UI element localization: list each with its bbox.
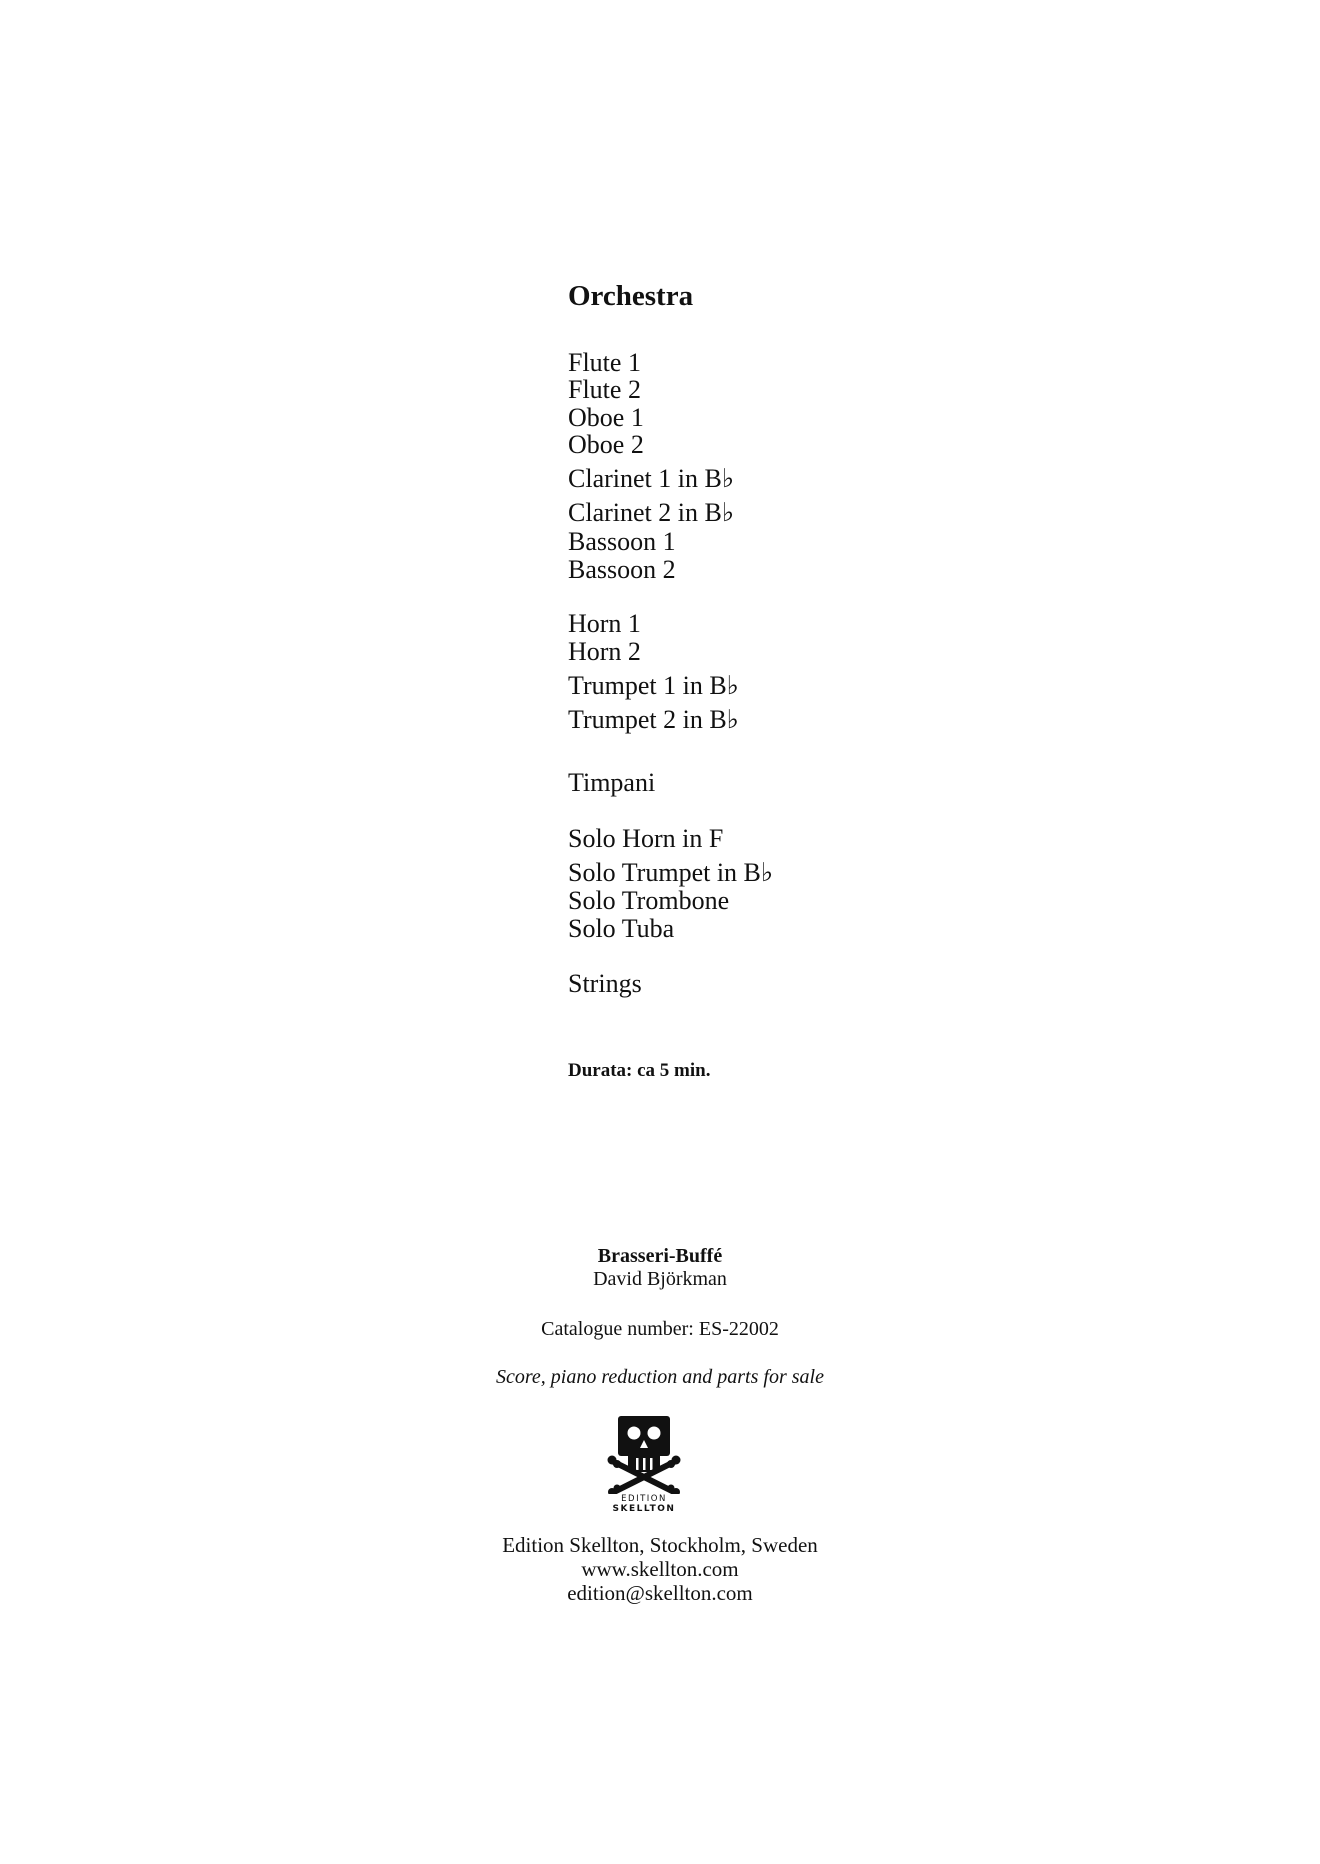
- logo-edition-label: EDITION: [621, 1494, 667, 1504]
- instrument-solo-tuba: Solo Tuba: [568, 914, 675, 943]
- instrument-oboe-2: Oboe 2: [568, 430, 644, 459]
- catalogue-number: Catalogue number: ES-22002: [541, 1318, 779, 1340]
- instrument-bassoon-1: Bassoon 1: [568, 527, 676, 556]
- publisher-line: Edition Skellton, Stockholm, Sweden: [502, 1533, 818, 1557]
- instrument-clarinet-1: Clarinet 1 in B♭: [568, 464, 735, 493]
- instrument-trumpet-1: Trumpet 1 in B♭: [568, 671, 739, 700]
- duration: Durata: ca 5 min.: [568, 1060, 711, 1081]
- publisher-logo: [604, 1414, 684, 1514]
- publisher-website: www.skellton.com: [581, 1557, 739, 1581]
- orchestra-heading: Orchestra: [568, 280, 694, 312]
- availability-note: Score, piano reduction and parts for sale: [496, 1366, 824, 1388]
- instrument-bassoon-2: Bassoon 2: [568, 555, 676, 584]
- instrument-trumpet-2: Trumpet 2 in B♭: [568, 705, 739, 734]
- instrument-flute-2: Flute 2: [568, 375, 641, 404]
- instrument-horn-2: Horn 2: [568, 637, 641, 666]
- publisher-email: edition@skellton.com: [567, 1581, 753, 1605]
- work-title: Brasseri-Buffé: [597, 1245, 723, 1267]
- instrument-flute-1: Flute 1: [568, 348, 641, 377]
- instrument-strings: Strings: [568, 969, 642, 998]
- instrument-horn-1: Horn 1: [568, 609, 641, 638]
- instrument-solo-horn: Solo Horn in F: [568, 824, 724, 853]
- instrument-solo-trombone: Solo Trombone: [568, 886, 730, 915]
- instrument-solo-trumpet: Solo Trumpet in B♭: [568, 858, 774, 887]
- composer-name: David Björkman: [593, 1268, 727, 1290]
- instrument-timpani: Timpani: [568, 768, 656, 797]
- instrument-clarinet-2: Clarinet 2 in B♭: [568, 498, 735, 527]
- instrument-oboe-1: Oboe 1: [568, 403, 644, 432]
- skull-crossbones-icon: [604, 1414, 684, 1494]
- logo-name-label: SKELLTON: [612, 1504, 676, 1514]
